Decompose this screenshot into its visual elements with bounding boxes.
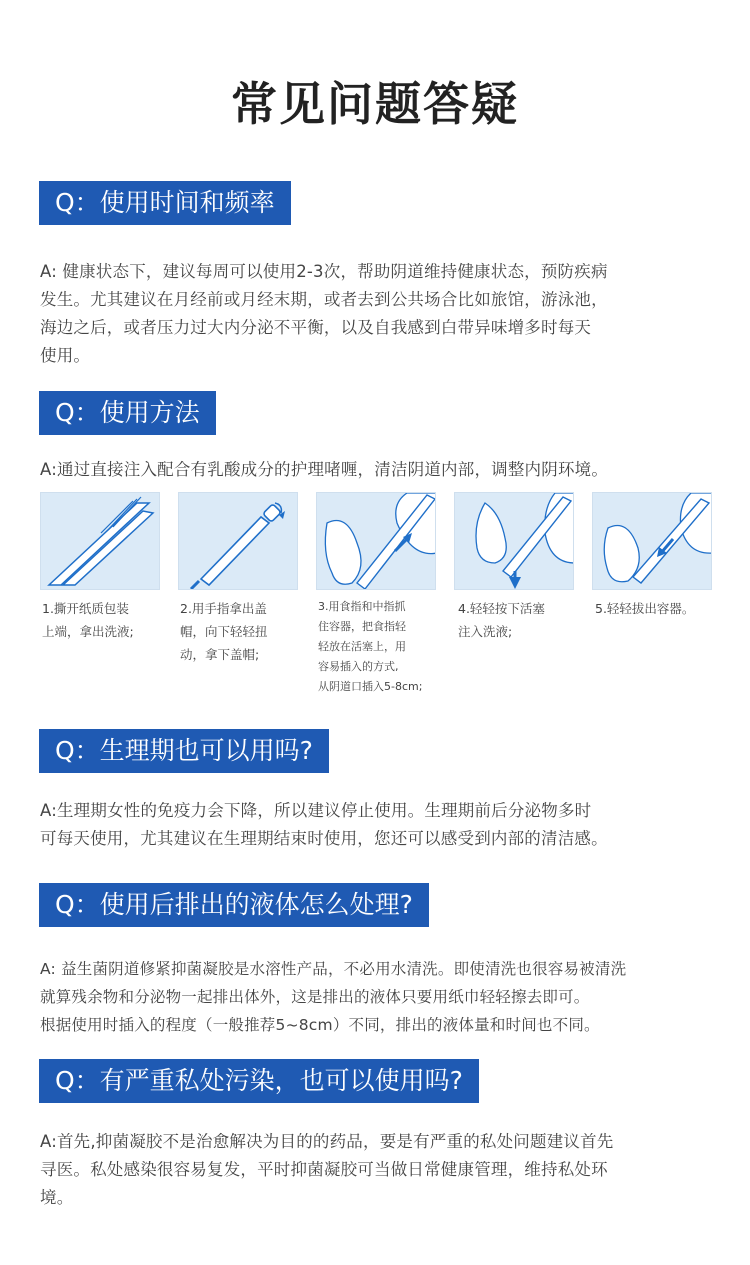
package-tear-illustration bbox=[40, 492, 160, 590]
caption-line: 轻放在活塞上，用 bbox=[318, 640, 406, 653]
caption-line: 动，拿下盖帽; bbox=[180, 647, 260, 662]
answer-infection bbox=[40, 1128, 720, 1212]
answer-frequency bbox=[40, 258, 720, 370]
answer-line: 可每天使用，尤其建议在生理期结束时使用，您还可以感受到内部的清洁感。 bbox=[40, 829, 608, 848]
step-caption-3 bbox=[318, 597, 422, 697]
answer-line: A: 健康状态下，建议每周可以使用2-3次，帮助阴道维持健康状态，预防疾病 bbox=[40, 262, 608, 281]
press-plunger-illustration bbox=[454, 492, 574, 590]
answer-line: 就算残余物和分泌物一起排出体外，这是排出的液体只要用纸巾轻轻擦去即可。 bbox=[40, 988, 590, 1006]
answer-line: A:通过直接注入配合有乳酸成分的护理啫喱，清洁阴道内部，调整内阴环境。 bbox=[40, 460, 609, 479]
answer-method bbox=[40, 456, 730, 484]
caption-line: 注入洗液; bbox=[458, 624, 513, 639]
answer-line: 寻医。私处感染很容易复发，平时抑菌凝胶可当做日常健康管理，维持私处环 bbox=[40, 1160, 608, 1179]
answer-discharge bbox=[40, 955, 740, 1039]
caption-line: 5.轻轻拔出容器。 bbox=[595, 601, 695, 616]
caption-line: 3.用食指和中指抓 bbox=[318, 600, 406, 613]
question-bar-infection: Q：有严重私处污染，也可以使用吗? bbox=[39, 1059, 479, 1103]
caption-line: 容易插入的方式, bbox=[318, 660, 399, 673]
answer-line: A: 益生菌阴道修紧抑菌凝胶是水溶性产品，不必用水清洗。即使清洗也很容易被清洗 bbox=[40, 960, 627, 978]
caption-line: 住容器，把食指轻 bbox=[318, 620, 406, 633]
caption-line: 帽，向下轻轻扭 bbox=[180, 624, 268, 639]
answer-line: 发生。尤其建议在月经前或月经末期，或者去到公共场合比如旅馆，游泳池， bbox=[40, 290, 608, 309]
answer-line: 使用。 bbox=[40, 346, 91, 365]
grip-insert-illustration bbox=[316, 492, 436, 590]
caption-line: 1.撕开纸质包装 bbox=[42, 601, 129, 616]
step-caption-4 bbox=[458, 597, 545, 643]
answer-period bbox=[40, 797, 730, 853]
question-bar-frequency: Q：使用时间和频率 bbox=[39, 181, 291, 225]
step-caption-2 bbox=[180, 597, 268, 666]
page-title: 常见问题答疑 bbox=[231, 77, 519, 131]
withdraw-illustration bbox=[592, 492, 712, 590]
step-caption-5 bbox=[595, 597, 694, 620]
caption-line: 2.用手指拿出盖 bbox=[180, 601, 267, 616]
answer-line: A:首先,抑菌凝胶不是治愈解决为目的的药品，要是有严重的私处问题建议首先 bbox=[40, 1132, 614, 1151]
cap-removal-illustration bbox=[178, 492, 298, 590]
question-bar-discharge: Q：使用后排出的液体怎么处理? bbox=[39, 883, 429, 927]
step-caption-1 bbox=[42, 597, 134, 643]
answer-line: 根据使用时插入的程度（一般推荐5~8cm）不同，排出的液体量和时间也不同。 bbox=[40, 1016, 600, 1034]
answer-line: 境。 bbox=[40, 1188, 74, 1207]
question-bar-period: Q：生理期也可以用吗? bbox=[39, 729, 329, 773]
caption-line: 4.轻轻按下活塞 bbox=[458, 601, 545, 616]
caption-line: 上端，拿出洗液; bbox=[42, 624, 134, 639]
caption-line: 从阴道口插入5-8cm; bbox=[318, 680, 423, 693]
answer-line: A:生理期女性的免疫力会下降，所以建议停止使用。生理期前后分泌物多时 bbox=[40, 801, 592, 820]
answer-line: 海边之后，或者压力过大内分泌不平衡，以及自我感到白带异味增多时每天 bbox=[40, 318, 592, 337]
question-bar-method: Q：使用方法 bbox=[39, 391, 216, 435]
